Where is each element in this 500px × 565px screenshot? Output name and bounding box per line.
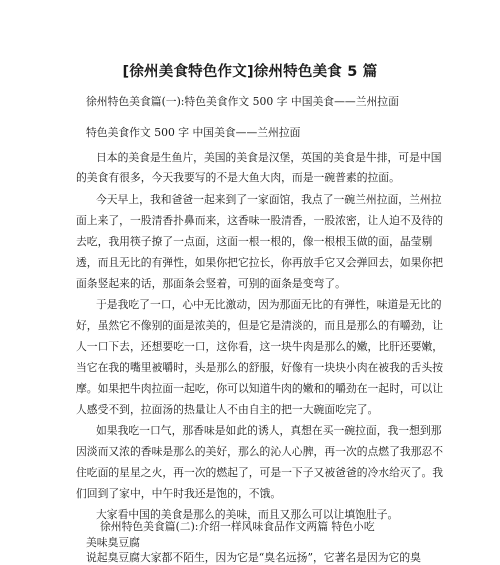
section-heading-2: 徐州特色美食篇(二):介绍一样风味食品作文两篇 特色小吃: [100, 520, 375, 533]
paragraph-line: 于是我吃了一口，心中无比激动，因为那面无比的有弹性，味道是无比的: [96, 298, 442, 311]
section-heading-1: 徐州特色美食篇(一):特色美食作文 500 字 中国美食——兰州拉面: [86, 95, 399, 108]
paragraph-line: 大家看中国的美食是那么的美味，而且又那么可以让填饱肚子。: [96, 508, 399, 521]
paragraph-line: 们回到了家中，中午时我还是饱的，不饿。: [76, 487, 282, 500]
paragraph-line: 人感受不到，拉面汤的热量让人不由自主的把一大碗面吃完了。: [76, 403, 379, 416]
paragraph-line: 的美食有很多，今天我要写的不是大鱼大肉，而是一碗普素的拉面。: [76, 171, 400, 184]
paragraph-line: 好，虽然它不像别的面是浓美的，但是它是清淡的，而且是那么的有嚼劲，让: [76, 319, 444, 332]
subtitle-line: 特色美食作文 500 字 中国美食——兰州拉面: [86, 126, 301, 139]
paragraph-line: 如果我吃一口气，那香味是如此的诱人，真想在买一碗拉面，我一想到那: [96, 424, 442, 437]
paragraph-line: 因淡而又浓的香味是那么的美好，那么的沁人心脾，再一次的点燃了我那忍不: [76, 445, 444, 458]
paragraph-line: 住吃面的星星之火，再一次的燃起了，可是一下子又被爸爸的冷水给灭了。我: [76, 466, 444, 479]
paragraph-line: 日本的美食是生鱼片，美国的美食是汉堡，英国的美食是牛排，可是中国: [96, 151, 442, 164]
paragraph-line: 面上来了，一股清香扑鼻而来，这香味一股清香，一股浓密，让人迫不及待的: [76, 214, 444, 227]
paragraph-line: 去吃，我用筷子撩了一点面，这面一根一根的，像一根根玉做的面，晶莹剔: [76, 235, 433, 248]
document-title: [徐州美食特色作文]徐州特色美食 5 篇: [122, 64, 378, 80]
paragraph-line: 今天早上，我和爸爸一起来到了一家面馆，我点了一碗兰州拉面，兰州拉: [96, 193, 442, 206]
paragraph-line: 摩。如果把牛肉拉面一起吃，你可以知道牛肉的嫩和的嚼劲在一起时，可以让: [76, 382, 444, 395]
paragraph-line: 人一口下去，还想要吃一口，这你看，这一块牛肉是那么的嫩，比肝还要嫩，: [76, 340, 444, 353]
paragraph-line: 说起臭豆腐大家都不陌生，因为它是“臭名远扬”，它著名是因为它的臭: [86, 551, 421, 564]
paragraph-line: 面条竖起来的话，那面条会竖着，可别的面条是变弯了。: [76, 277, 346, 290]
paragraph-line: 当它在我的嘴里被嚼时，头是那么的舒服，好像有一块块小肉在被我的舌头按: [76, 361, 444, 374]
paragraph-line: 透，而且无比的有弹性，如果你把它拉长，你再放手它又会弹回去，如果你把: [76, 256, 444, 269]
subsection-title: 美味臭豆腐: [86, 536, 140, 549]
